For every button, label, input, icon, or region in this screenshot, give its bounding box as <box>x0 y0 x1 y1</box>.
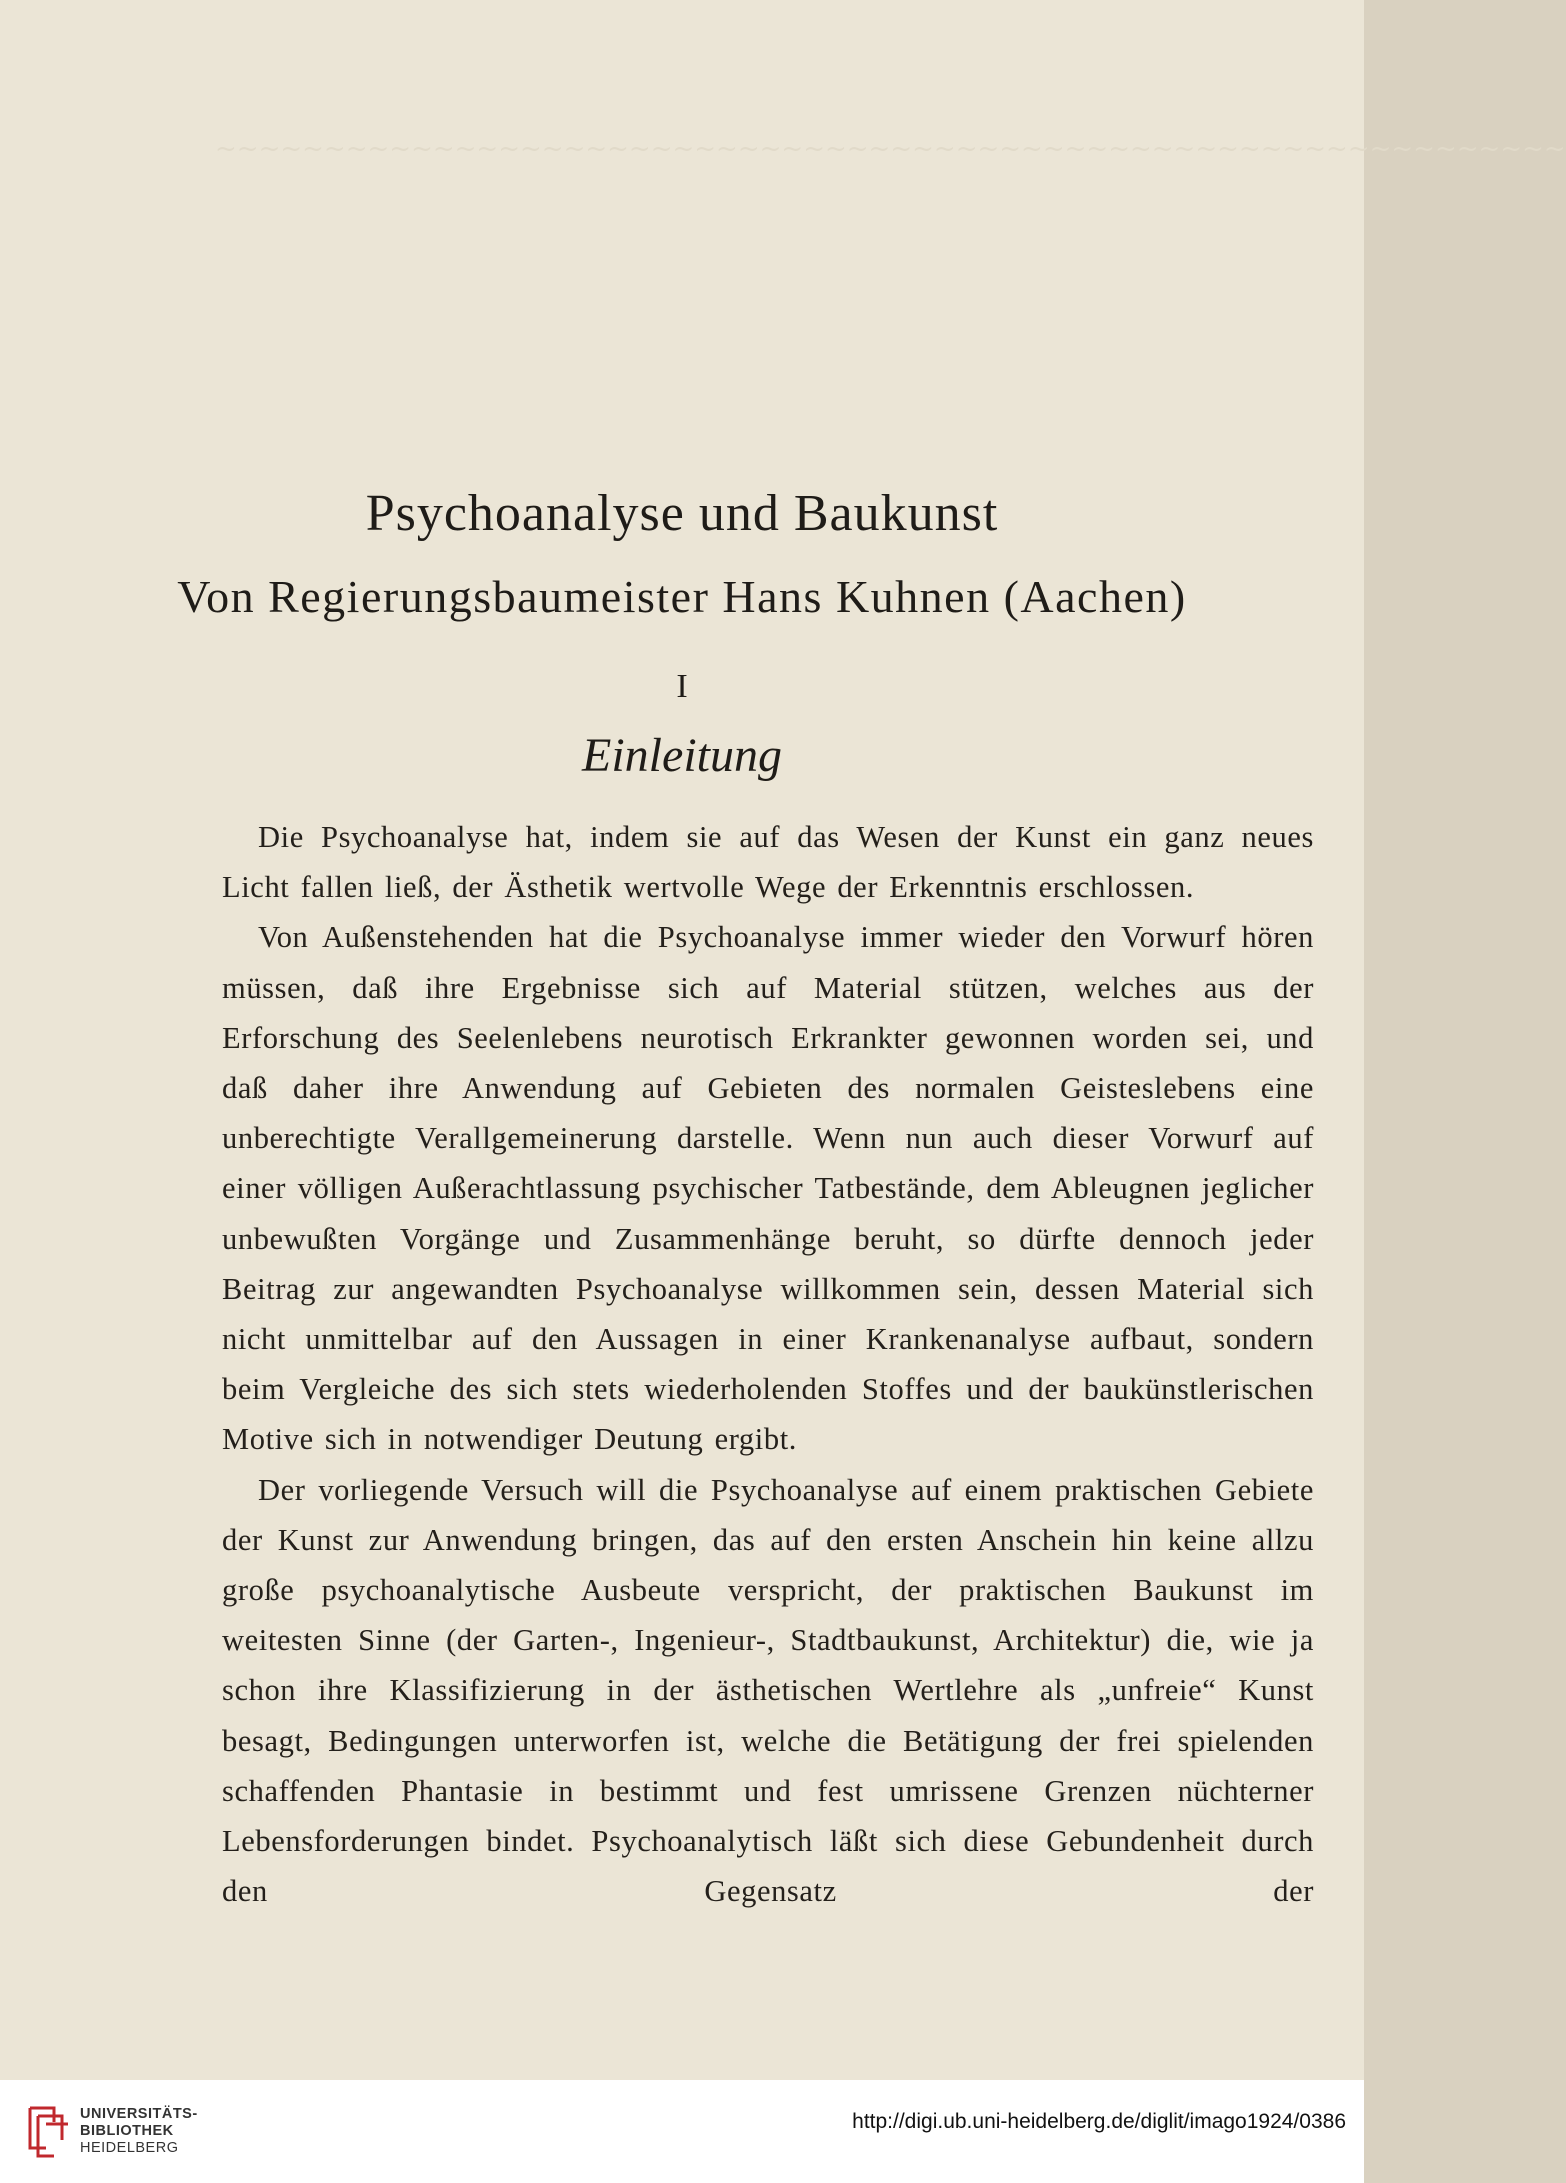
paragraph-3: Der vorliegende Versuch will die Psychoanalyse auf einem praktischen Gebiete der Kunst zur Anwendung bringen, das auf den ersten Anschein hin keine allzu große psychoanalytische Ausbeute verspricht, der praktischen Baukunst im weitesten Sinne (der Garten-, Ingenieur-, Stadtbaukunst, Architektur) die, wie ja schon ihre Klassifizierung in der ästhetischen Wertlehre als „unfreie“ Kunst besagt, Bedingungen unterworfen ist, welche die Betätigung der frei spielenden schaffenden Phantasie in bestimmt und fest umrissene Grenzen nüchterner Lebensforderungen bindet. Psychoanalytisch läßt sich diese Gebundenheit durch den Gegensatz der <box>222 1472 1314 1909</box>
library-name: UNIVERSITÄTS- BIBLIOTHEK HEIDELBERG <box>80 2106 198 2156</box>
university-library-logo-icon[interactable] <box>24 2104 72 2160</box>
article-author-line: Von Regierungsbaumeister Hans Kuhnen (Aachen) <box>177 571 1187 622</box>
article-body <box>222 812 1314 1916</box>
section-number: I <box>676 668 688 705</box>
section-heading: Einleitung <box>582 729 782 782</box>
viewer-footer <box>0 2080 1364 2183</box>
article-title: Psychoanalyse und Baukunst <box>365 485 999 542</box>
paragraph-2: Von Außenstehenden hat die Psychoanalyse immer wieder den Vorwurf hören müssen, daß ihre Ergebnisse sich auf Material stützen, welches aus der Erforschung des Seelenlebens neurotisch Erkrankter gewonnen worden sei, und daß daher ihre Anwendung auf Gebieten des normalen Geisteslebens eine unberechtigte Verallgemeinerung darstelle. Wenn nun auch dieser Vorwurf auf einer völligen Außerachtlassung psychischer Tatbestände, dem Ableugnen jeglicher unbewußten Vorgänge und Zusammenhänge beruht, so dürfte dennoch jeder Beitrag zur angewandten Psychoanalyse willkommen sein, dessen Material sich nicht unmittelbar auf den Aussagen in einer Krankenanalyse aufbaut, sondern beim Vergleiche des sich stets wiederholenden Stoffes und der baukünstlerischen Motive sich in notwendiger Deutung ergibt. <box>222 920 1314 1457</box>
paragraph-1: Die Psychoanalyse hat, indem sie auf das Wesen der Kunst ein ganz neues Licht fallen ließ, der Ästhetik wertvolle Wege der Erkenntnis erschlossen. <box>222 820 1314 905</box>
permalink-url[interactable]: http://digi.ub.uni-heidelberg.de/diglit/imago1924/0386 <box>852 2110 1346 2133</box>
bleed-through-text: ~~~~~~~~~~~~~~~~~~~~~~~~~~~~~~~~~~~~~~~~~~~~~~~~~~~~~~~~~~~~~~ <box>215 134 1566 164</box>
